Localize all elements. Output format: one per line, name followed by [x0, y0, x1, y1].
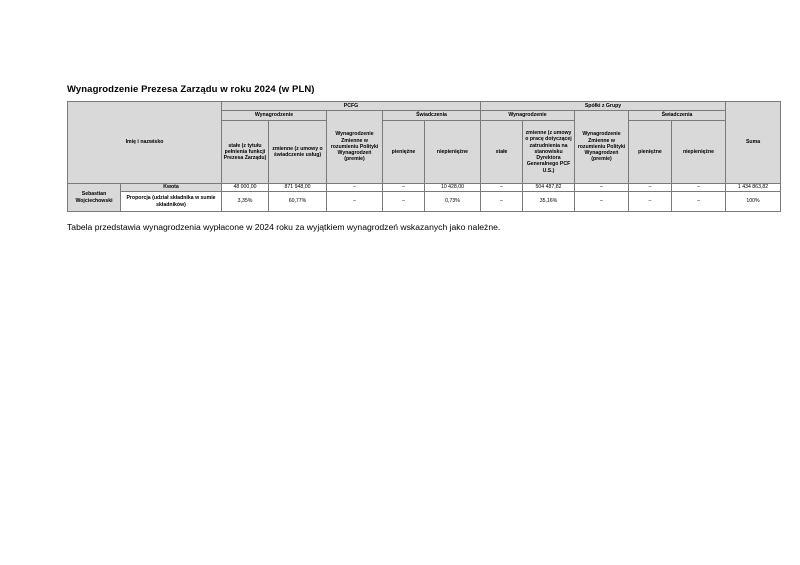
table-cell: 100%: [726, 192, 781, 212]
table-cell: –: [629, 184, 672, 192]
header-pcfg-fixed: stałe (z tytułu pełnienia funkcji Prezesa Zarządu): [222, 121, 269, 184]
table-cell: –: [327, 184, 383, 192]
table-cell: 60,77%: [269, 192, 327, 212]
header-group-cash: pieniężne: [629, 121, 672, 184]
table-cell: –: [672, 192, 726, 212]
table-cell: –: [481, 192, 523, 212]
table-cell: 35,16%: [523, 192, 575, 212]
header-pcfg-variable: zmienne (z umowy o świadczenie usług): [269, 121, 327, 184]
table-cell: –: [383, 192, 425, 212]
header-group-variable-policy: Wynagrodzenie Zmienne w rozumieniu Polityki Wynagrodzeń (premie): [575, 111, 629, 184]
table-cell: 871 948,00: [269, 184, 327, 192]
row-label: Proporcja (udział składnika w sumie składników): [121, 192, 222, 212]
table-cell: –: [672, 184, 726, 192]
header-group-benefits: Świadczenia: [629, 111, 726, 121]
header-sum: Suma: [726, 102, 781, 184]
table-cell: –: [481, 184, 523, 192]
table-cell: –: [383, 184, 425, 192]
person-name: Sebastian Wojciechowski: [68, 184, 121, 212]
header-group-variable: zmienne (z umowy o pracę dotyczącej zatrudnienia na stanowisku Dyrektora Generalnego PCF U.S.): [523, 121, 575, 184]
table-cell: 1 434 863,82: [726, 184, 781, 192]
footnote: Tabela przedstawia wynagrodzenia wypłacone w 2024 roku za wyjątkiem wynagrodzeń wskazanych jako należne.: [67, 222, 501, 232]
header-name: Imię i nazwisko: [68, 102, 222, 184]
table-row: [68, 184, 781, 192]
header-pcfg-benefits: Świadczenia: [383, 111, 481, 121]
header-group-noncash: niepieniężne: [672, 121, 726, 184]
table-cell: 0,73%: [425, 192, 481, 212]
table-cell: 3,35%: [222, 192, 269, 212]
header-pcfg-noncash: niepieniężne: [425, 121, 481, 184]
table-cell: 504 487,82: [523, 184, 575, 192]
table-cell: –: [575, 184, 629, 192]
table-cell: 48 000,00: [222, 184, 269, 192]
row-label: Kwota: [121, 184, 222, 192]
table-cell: –: [629, 192, 672, 212]
header-group-remuneration: Wynagrodzenie: [481, 111, 575, 121]
header-group-fixed: stałe: [481, 121, 523, 184]
header-group: Spółki z Grupy: [481, 102, 726, 111]
table-row: [68, 192, 781, 212]
table-title: Wynagrodzenie Prezesa Zarządu w roku 2024 (w PLN): [67, 84, 315, 95]
header-pcfg-remuneration: Wynagrodzenie: [222, 111, 327, 121]
header-pcfg: PCFG: [222, 102, 481, 111]
table-cell: 10 428,00: [425, 184, 481, 192]
header-pcfg-variable-policy: Wynagrodzenie Zmienne w rozumieniu Polityki Wynagrodzeń (premie): [327, 111, 383, 184]
table-cell: –: [575, 192, 629, 212]
header-pcfg-cash: pieniężne: [383, 121, 425, 184]
remuneration-table: [67, 101, 781, 212]
table-cell: –: [327, 192, 383, 212]
